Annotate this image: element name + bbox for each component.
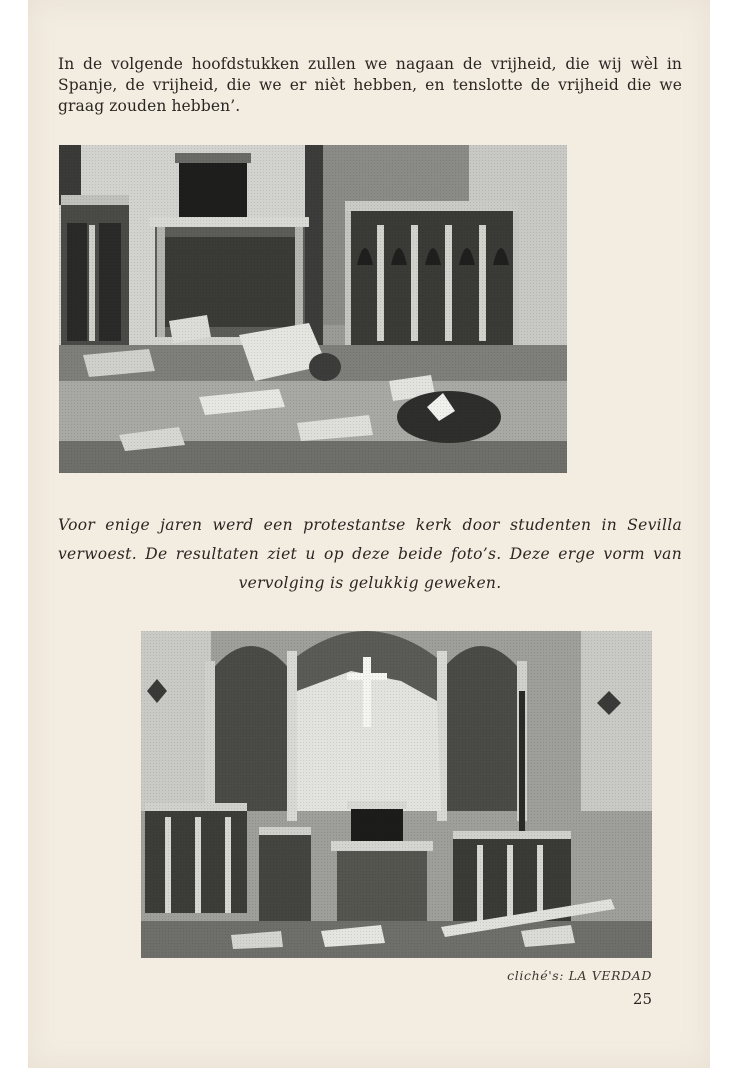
photo-destroyed-church-altar <box>141 631 652 958</box>
body-paragraph: In de volgende hoofdstukken zullen we nagaan de vrijheid, die wij wèl in Spanje, de vrijheid, die we er nièt hebben, en tenslotte de vrijheid die we graag zouden hebben’. <box>58 55 682 115</box>
photo-caption: Voor enige jaren werd een protestantse kerk door studenten in Sevilla verwoest. De resultaten ziet u op deze beide foto’s. Deze erge vorm van vervolging is gelukkig geweken. <box>58 516 682 592</box>
photo-destroyed-church-pews <box>59 145 567 473</box>
photo-credit: cliché's: LA VERDAD <box>507 968 652 983</box>
book-page <box>28 0 710 1068</box>
page-number: 25 <box>632 990 652 1008</box>
